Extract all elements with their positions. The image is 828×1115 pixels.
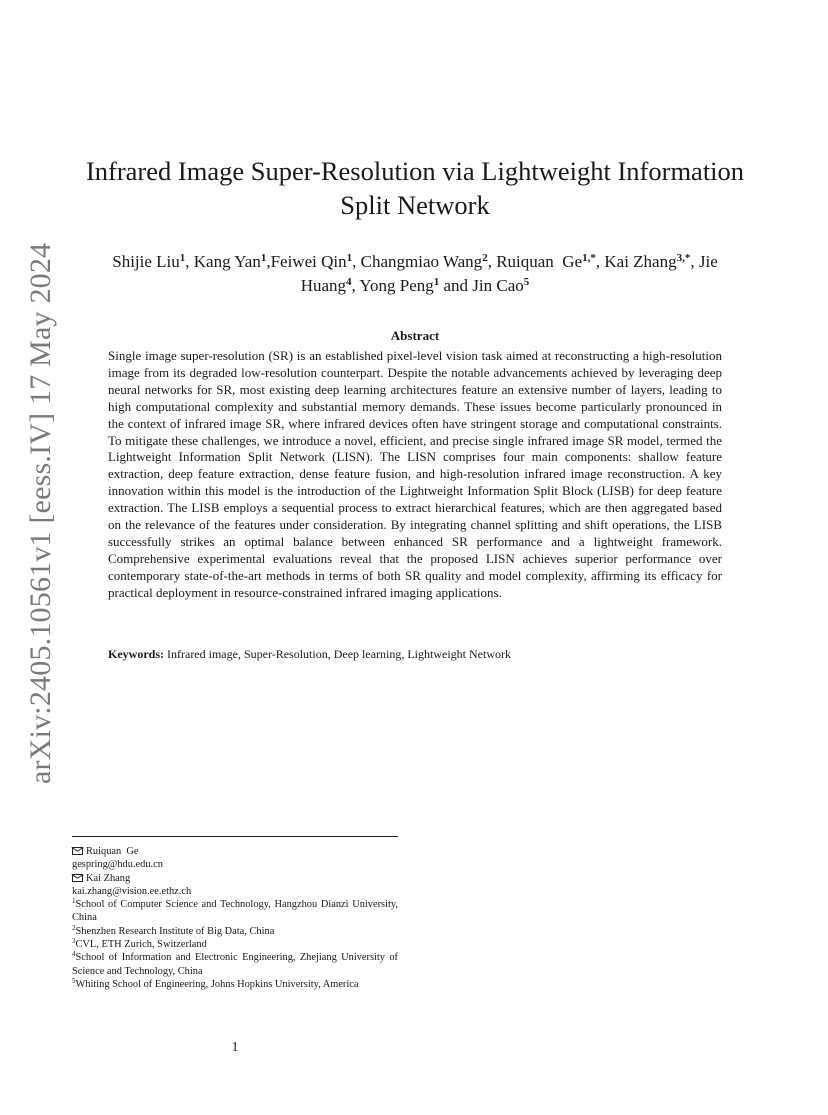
author-name: Feiwei Qin bbox=[270, 252, 347, 271]
author-list: Shijie Liu$^1$, Kang Yan$^1$,Feiwei Qin$^1$, Changmiao Wang$^2$, Ruiquan $Ge^{1,*}$, Kai Zhang$^{3,*}$, Jie Huang$^4$, Yong Peng$^1$ and Jin Cao$^5$ bbox=[112, 252, 718, 295]
author-name: Yong Peng bbox=[359, 276, 434, 295]
author-affiliation-mark: 1 bbox=[260, 252, 267, 264]
affiliation-number: 3 bbox=[72, 937, 76, 946]
author-affiliation-mark: 1,* bbox=[582, 252, 596, 264]
affiliation-footnote bbox=[72, 925, 398, 938]
corresponding-author-name: Ruiquan Ge bbox=[86, 846, 139, 857]
abstract-heading: Abstract bbox=[390, 328, 440, 343]
paper-title: Infrared Image Super-Resolution via Lightweight Information Split Network bbox=[85, 156, 745, 220]
affiliation-footnote bbox=[72, 978, 398, 991]
affiliation-text: Whiting School of Engineering, Johns Hopkins University, America bbox=[75, 978, 359, 990]
author-name: Kang Yan bbox=[193, 252, 261, 271]
author-affiliation-mark: 5 bbox=[523, 276, 530, 288]
author-name: Changmiao Wang bbox=[360, 252, 483, 271]
author-name: Shijie Liu bbox=[112, 252, 180, 271]
corresponding-author-1 bbox=[72, 845, 398, 858]
arxiv-identifier-stamp: arXiv:2405.10561v1 [eess.IV] 17 May 2024 bbox=[24, 242, 57, 784]
author-name: Jin Cao bbox=[472, 276, 524, 295]
author-name: Ruiquan Ge bbox=[496, 252, 583, 271]
affiliation-number: 1 bbox=[72, 897, 76, 906]
corresponding-author-email[interactable]: kai.zhang@vision.ee.ethz.ch bbox=[72, 885, 192, 897]
envelope-icon bbox=[72, 874, 83, 882]
page-number: 1 bbox=[231, 1040, 239, 1055]
affiliation-text: School of Information and Electronic Engineering, Zhejiang University of Science and Technology, China bbox=[72, 952, 398, 977]
author-affiliation-mark: 4 bbox=[346, 276, 352, 288]
author-name: Jie Huang bbox=[300, 252, 718, 295]
author-affiliation-mark: 3,* bbox=[676, 252, 691, 264]
corresponding-author-name: Kai Zhang bbox=[86, 872, 131, 884]
author-name: Kai Zhang bbox=[604, 252, 677, 271]
affiliation-number: 4 bbox=[72, 950, 76, 959]
author-affiliation-mark: 2 bbox=[482, 252, 488, 264]
affiliation-number: 2 bbox=[72, 923, 76, 932]
keywords-label: Keywords: bbox=[108, 647, 164, 661]
footnotes bbox=[72, 845, 398, 991]
affiliation-text: CVL, ETH Zurich, Switzerland bbox=[75, 939, 207, 951]
affiliation-footnote bbox=[72, 951, 398, 978]
keywords-line bbox=[108, 647, 722, 662]
keywords-text: Infrared image, Super-Resolution, Deep learning, Lightweight Network bbox=[167, 647, 511, 661]
envelope-icon bbox=[72, 847, 83, 855]
affiliation-footnote bbox=[72, 898, 398, 925]
affiliation-footnote bbox=[72, 938, 398, 951]
corresponding-author-email[interactable]: gespring@hdu.edu.cn bbox=[72, 859, 163, 871]
abstract-text: Single image super-resolution (SR) is an established pixel-level vision task aimed at reconstructing a high-resolution image from its degraded low-resolution counterpart. Despite the notable advancements achieved by leveraging deep neural networks for SR, most existing deep learning architectures feature an extensive number of layers, leading to high computational complexity and substantial memory demands. These issues become particularly pronounced in the context of infrared image SR, where infrared devices often have stringent storage and computational constraints. To mitigate these challenges, we introduce a novel, efficient, and precise single infrared image SR model, termed the Lightweight Information Split Network (LISN). The LISN comprises four main components: shallow feature extraction, deep feature extraction, dense feature fusion, and high-resolution infrared image reconstruction. A key innovation within this model is the introduction of the Lightweight Information Split Block (LISB) for deep feature extraction. The LISB employs a sequential process to extract hierarchical features, which are then aggregated based on the relevance of the features under consideration. By integrating channel splitting and shift operations, the LISB successfully strikes an optimal balance between enhanced SR performance and a lightweight framework. Comprehensive experimental evaluations reveal that the proposed LISN achieves superior performance over contemporary state-of-the-art methods in terms of both SR quality and model complexity, affirming its efficacy for practical deployment in resource-constrained infrared imaging applications. bbox=[108, 348, 722, 600]
corresponding-author-2 bbox=[72, 872, 398, 885]
affiliation-number: 5 bbox=[72, 976, 76, 985]
author-affiliation-mark: 1 bbox=[433, 276, 440, 288]
author-affiliation-mark: 1 bbox=[179, 252, 186, 264]
footnote-divider bbox=[72, 836, 398, 837]
author-affiliation-mark: 1 bbox=[346, 252, 353, 264]
affiliation-text: School of Computer Science and Technology, Hangzhou Dianzi University, China bbox=[72, 899, 398, 924]
affiliation-text: Shenzhen Research Institute of Big Data, China bbox=[75, 925, 275, 937]
